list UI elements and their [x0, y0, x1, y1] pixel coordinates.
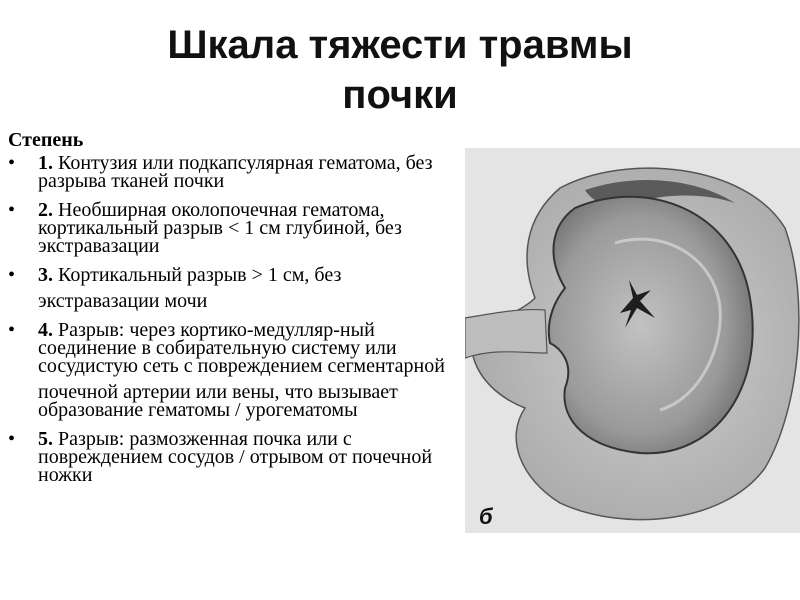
kidney-illustration: [465, 148, 800, 533]
grade-number: 2.: [38, 199, 53, 221]
grade-description-continued: почечной артерии или вены, что вызывает образование гематомы / урогематомы: [38, 381, 398, 421]
grade-item-5: [0, 430, 465, 484]
grade-item-3: [0, 266, 465, 310]
grade-description: Необширная околопочечная гематома, кортикальный разрыв < 1 см глубиной, без экстравазации: [38, 199, 402, 257]
grade-item-2: [0, 201, 465, 255]
grade-number: 1.: [38, 152, 53, 174]
grade-description-continued: экстравазации мочи: [38, 290, 208, 312]
grade-number: 5.: [38, 428, 53, 450]
grade-item-4: [0, 321, 465, 419]
grade-description: Кортикальный разрыв > 1 см, без: [58, 264, 342, 286]
figure-label: б: [479, 504, 493, 529]
renal-vessels: [465, 310, 547, 358]
grade-item-1: [0, 154, 465, 190]
grade-description: Разрыв: размозженная почка или с повреждением сосудов / отрывом от почечной ножки: [38, 428, 433, 486]
grade-description: Разрыв: через кортико-медулляр-ный соединение в собирательную систему или сосудистую сеть с повреждением сегментарной: [38, 319, 445, 377]
grade-list: [0, 154, 465, 495]
grade-description: Контузия или подкапсулярная гематома, без разрыва тканей почки: [38, 152, 433, 192]
slide-title-line-1: Шкала тяжести травмы: [167, 23, 633, 67]
grade-number: 3.: [38, 264, 53, 286]
grade-heading: Степень: [8, 129, 84, 151]
slide-title-line-2: почки: [342, 73, 458, 117]
slide-title: [0, 20, 800, 120]
grade-number: 4.: [38, 319, 53, 341]
